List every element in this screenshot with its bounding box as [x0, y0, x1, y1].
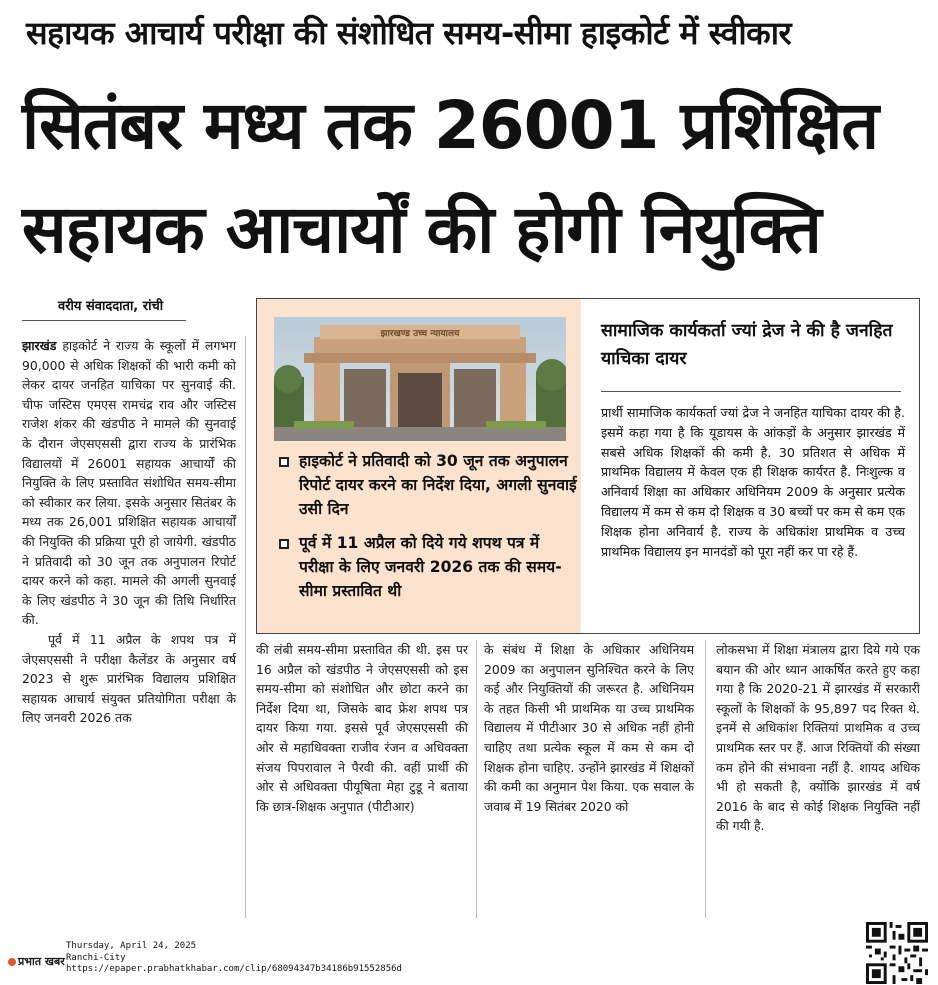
qr-code-icon[interactable] [866, 922, 928, 984]
bullet-square-icon [279, 457, 289, 467]
sidebar-body: प्रार्थी सामाजिक कार्यकर्ता ज्यां द्रेज ने जनहित याचिका दायर की है. इसमें कहा गया है कि यूडायस के आंकड़ों के अनुसार झारखंड में सबसे अधिक शिक्षकों की कमी है. 30 प्रतिशत से अधिक में प्राथमिक विद्यालय में केवल एक ही शिक्षक कार्यरत है. निःशुल्क व अनिवार्य शिक्षा का अधिकार अधिनियम 2009 के अनुसार प्रत्येक विद्यालय में कम से कम दो शिक्षक व 30 बच्चों पर कम से कम एक शिक्षक होना अनिवार्य है. राज्य के अधिकांश प्राथमिक व उच्च प्राथमिक विद्यालय इन मानदंडों को पूरा नहीं कर पा रहे हैं. [601, 405, 905, 559]
bullet-1-text: हाइकोर्ट ने प्रतिवादी को 30 जून तक अनुपालन रिपोर्ट दायर करने का निर्देश दिया, अगली सुनवाई उसी दिन [299, 452, 577, 518]
byline-divider [22, 320, 186, 321]
bullet-square-icon [279, 539, 289, 549]
clip-url[interactable]: https://epaper.prabhatkhabar.com/clip/68094347b34186b91552856d [66, 964, 402, 974]
paragraph-1-text: हाइकोर्ट ने राज्य के स्कूलों में लगभग 90,000 से अधिक शिक्षकों की भारी कमी को लेकर दायर जनहित याचिका पर सुनवाई की. चीफ जस्टिस एमएस रामचंद्र राव और जस्टिस राजेश शंकर की खंडपीठ ने मामले की सुनवाई के दौरान जेएसएससी द्वारा राज्य के प्रारंभिक विद्यालयों में 26001 सहायक आचार्यों की नियुक्ति के लिए प्रस्तावित संशोधित समय-सीमा को स्वीकार कर लिया. इसके अनुसार सितंबर के मध्य तक 26,001 प्रशिक्षित सहायक आचार्यों की नियुक्ति की प्रक्रिया पूरी हो जायेगी. खंडपीठ ने प्रतिवादी को 30 जून तक अनुपालन रिपोर्ट दायर करने को कहा. मामले की अगली सुनवाई के लिए खंडपीठ ने 30 जून की तिथि निर्धारित की. [22, 338, 236, 628]
feature-highlight-panel [257, 299, 581, 633]
high-court-building-image [274, 317, 566, 441]
article-column-4: लोकसभा में शिक्षा मंत्रालय द्वारा दिये गये एक बयान की ओर ध्यान आकर्षित करते हुए कहा गया है कि 2020-21 में झारखंड में सरकारी स्कूलों के शिक्षकों के 95,897 पद रिक्त थे. इनमें से अधिकांश रिक्तियां प्राथमिक व उच्च प्राथमिक स्तर पर हैं. आज रिक्तियों की संख्या कम होने की संभावना नहीं है. शायद अधिक भी हो सकती है, क्योंकि झारखंड में वर्ष 2016 के बाद से कोई शिक्षक नियुक्ति नहीं की गयी है. [716, 642, 920, 834]
article-column-2: की लंबी समय-सीमा प्रस्तावित की थी. इस पर 16 अप्रैल को खंडपीठ ने जेएसएससी को इस समय-सीमा को संशोधित और छोटा करने का निर्देश दिया था, जिसके बाद फ्रेश शपथ पत्र दायर किया गया. इससे पूर्व जेएसएससी की ओर से महाधिवक्ता राजीव रंजन व अधिवक्ता संजय पिपरावाल ने पैरवी की. वहीं प्रार्थी की ओर से अधिवक्ता पीयूषिता मेहा टुडू ने बताया कि छात्र-शिक्षक अनुपात (पीटीआर) [256, 642, 468, 814]
sidebar-title: सामाजिक कार्यकर्ता ज्यां द्रेज ने की है जनहित याचिका दायर [601, 321, 893, 369]
clipping-footer [0, 938, 938, 985]
brand-logo-icon [8, 958, 16, 966]
lead-word: झारखंड [22, 338, 57, 353]
sidebar-divider [601, 391, 901, 392]
high-court-photo [274, 317, 566, 441]
clip-edition: Ranchi-City [66, 952, 126, 963]
main-headline [22, 74, 922, 282]
brand-logo [8, 954, 65, 969]
bullet-2-text: पूर्व में 11 अप्रैल को दिये गये शपथ पत्र में परीक्षा के लिए जनवरी 2026 तक की समय-सीमा प्रस्तावित थी [299, 534, 562, 600]
highlight-bullets [277, 449, 577, 613]
paragraph-1 [22, 336, 236, 630]
clip-date: Thursday, April 24, 2025 [66, 941, 197, 951]
headline-line-1: सितंबर मध्य तक 26001 प्रशिक्षित [22, 87, 878, 164]
highlight-bullet-1 [277, 449, 577, 521]
column-divider [476, 640, 477, 918]
article-column-3: के संबंध में शिक्षा के अधिकार अधिनियम 2009 का अनुपालन सुनिश्चित करने के लिए कई और नियुक्तियों की जरूरत है. अधिनियम के तहत किसी भी प्राथमिक या उच्च प्राथमिक विद्यालय में पीटीआर 30 से अधिक नहीं होनी चाहिए तथा प्रत्येक स्कूल में कम से कम दो शिक्षक होना चाहिए. उन्होंने झारखंड में शिक्षकों की कमी का अनुमान पेश किया. एक सवाल के जवाब में 19 सितंबर 2020 को [484, 642, 694, 814]
highlight-bullet-2 [277, 531, 577, 603]
brand-logo-text: प्रभात खबर [18, 955, 65, 968]
feature-box [256, 298, 920, 634]
clip-metadata [66, 941, 402, 976]
column-divider [245, 336, 246, 918]
paragraph-2: पूर्व में 11 अप्रैल के शपथ पत्र में जेएसएससी ने परीक्षा कैलेंडर के अनुसार वर्ष 2023 से शुरू प्रारंभिक विद्यालय प्रशिक्षित सहायक आचार्य संयुक्त प्रतियोगिता परीक्षा के लिए जनवरी 2026 तक [22, 631, 236, 726]
byline: वरीय संवाददाता, रांची [58, 299, 164, 314]
headline-line-2: सहायक आचार्यों की होगी नियुक्ति [22, 191, 821, 268]
kicker-headline: सहायक आचार्य परीक्षा की संशोधित समय-सीमा हाइकोर्ट में स्वीकार [26, 14, 792, 52]
column-divider [705, 640, 706, 918]
photo-sign-text: झारखण्ड उच्च न्यायालय [380, 329, 460, 339]
article-column-1 [22, 336, 236, 728]
